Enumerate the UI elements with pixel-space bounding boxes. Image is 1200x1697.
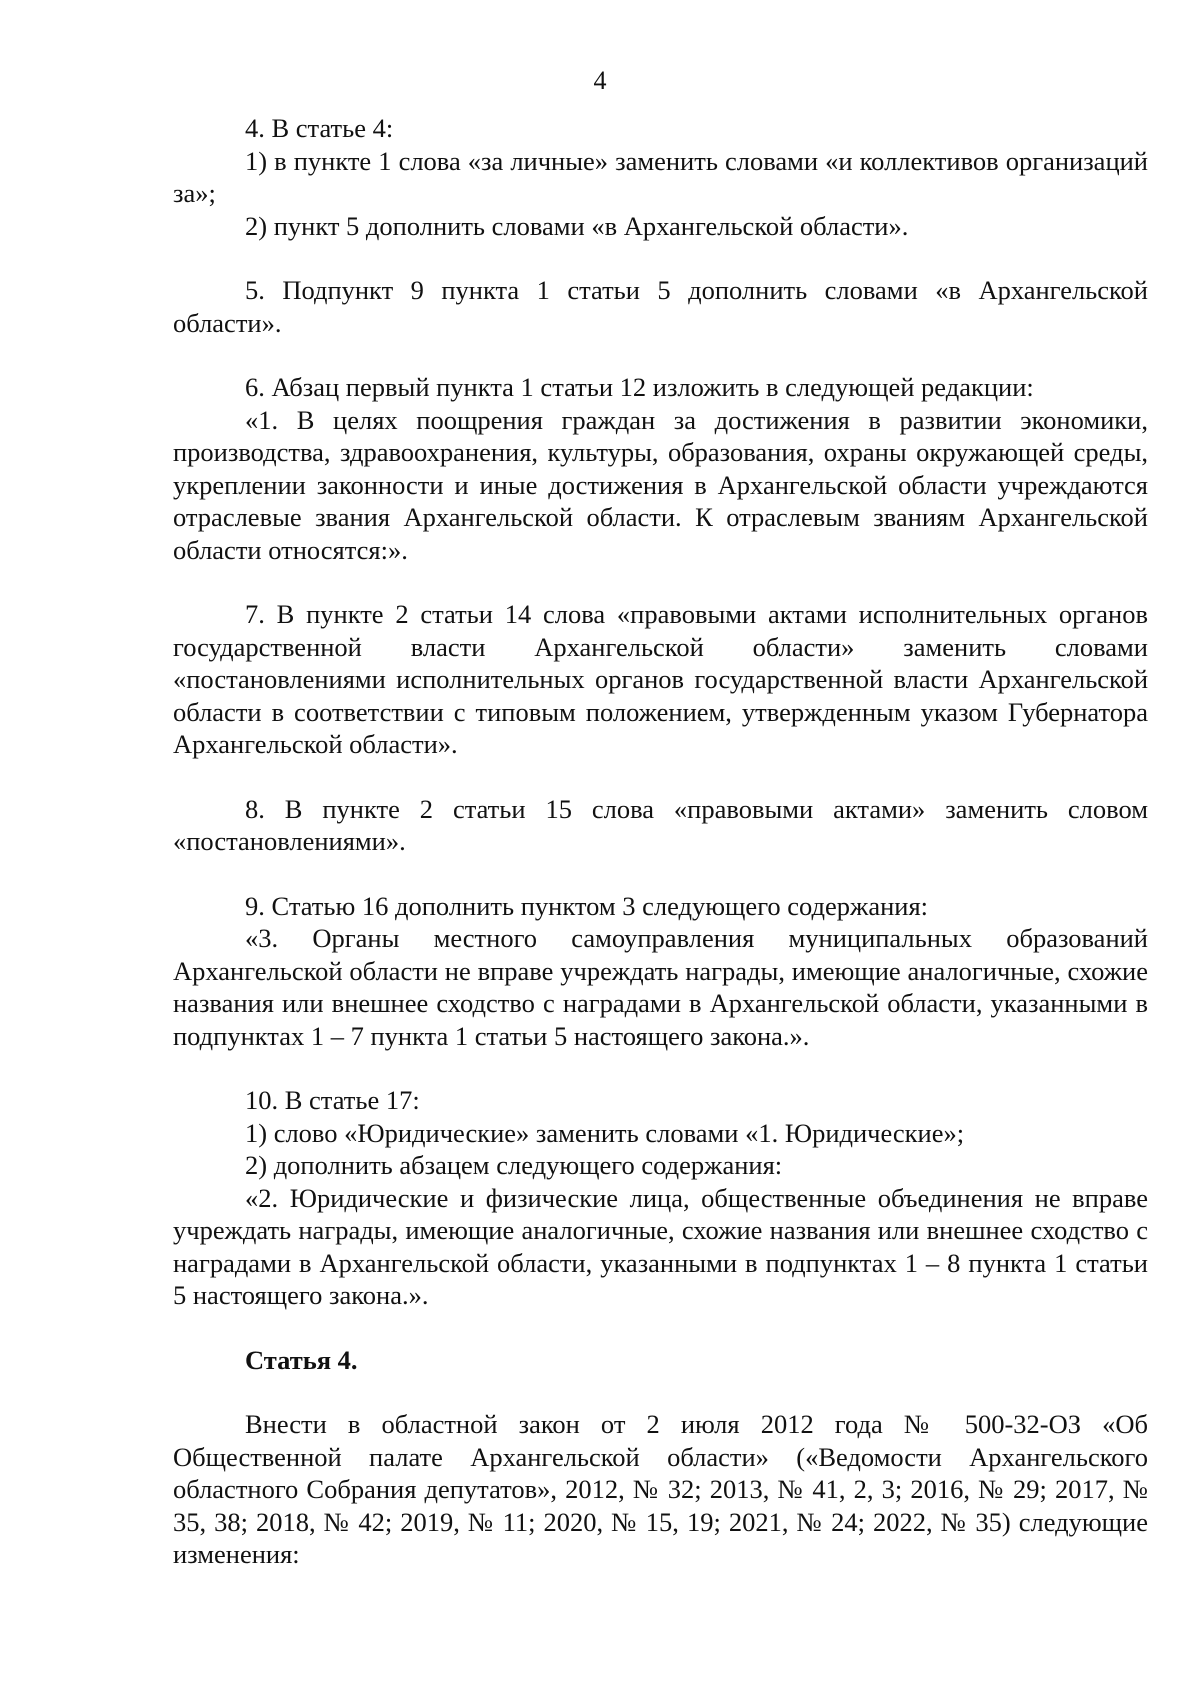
paragraph-item-6: 6. Абзац первый пункта 1 статьи 12 изложить в следующей редакции: bbox=[245, 372, 1034, 402]
page-number: 4 bbox=[593, 66, 607, 95]
paragraph-item-7: 7. В пункте 2 статьи 14 слова «правовыми актами исполнительных органов государственной власти Архангельской области» заменить словами «постановлениями исполнительных органов государственной власти Архангельской области в соответствии с типовым положением, утвержденным указом Губернатора Архангельской области». bbox=[173, 599, 1148, 759]
paragraph-subitem-10-1: 1) слово «Юридические» заменить словами «1. Юридические»; bbox=[245, 1117, 965, 1148]
article-title: Статья 4. bbox=[245, 1344, 358, 1375]
paragraph-subitem-2: 2) пункт 5 дополнить словами «в Архангельской области». bbox=[245, 210, 909, 241]
paragraph-item-5: 5. Подпункт 9 пункта 1 статьи 5 дополнить словами «в Архангельской области». bbox=[173, 275, 1148, 338]
paragraph-quote-16: «3. Органы местного самоуправления муниципальных образований Архангельской области не вправе учреждать награды, имеющие аналогичные, схожие названия или внешнее сходство с наградами в Архангельской области, указанными в подпунктах 1 – 7 пункта 1 статьи 5 настоящего закона.». bbox=[173, 923, 1148, 1051]
paragraph-quote-12: «1. В целях поощрения граждан за достижения в развитии экономики, производства, здравоохранения, культуры, образования, охраны окружающей среды, укреплении законности и иные достижения в Архангельской области учреждаются отраслевые звания Архангельской области. К отраслевым званиям Архангельской области относятся:». bbox=[173, 404, 1148, 565]
paragraph-quote-17: «2. Юридические и физические лица, общественные объединения не вправе учреждать награды, имеющие аналогичные, схожие названия или внешнее сходство с наградами в Архангельской области, указанными в подпунктах 1 – 8 пункта 1 статьи 5 настоящего закона.». bbox=[173, 1182, 1148, 1310]
document-body bbox=[173, 112, 1148, 1571]
paragraph-item-9: 9. Статью 16 дополнить пунктом 3 следующего содержания: bbox=[245, 890, 929, 921]
paragraph-item-8: 8. В пункте 2 статьи 15 слова «правовыми актами» заменить словом «постановлениями». bbox=[173, 793, 1148, 856]
paragraph-item-10: 10. В статье 17: bbox=[245, 1085, 420, 1115]
paragraph-article-4-intro: Внести в областной закон от 2 июля 2012 года № 500-32-ОЗ «Об Общественной палате Архангельской области» («Ведомости Архангельского областного Собрания депутатов», 2012, № 32; 2013, № 41, 2, 3; 2016, № 29; 2017, № 35, 38; 2018, № 42; 2019, № 11; 2020, № 15, 19; 2021, № 24; 2022, № 35) следующие изменения: bbox=[173, 1409, 1148, 1569]
paragraph-subitem-10-2: 2) дополнить абзацем следующего содержания: bbox=[245, 1150, 783, 1180]
paragraph-subitem-1: 1) в пункте 1 слова «за личные» заменить словами «и коллективов организаций за»; bbox=[173, 145, 1148, 208]
paragraph-item-4: 4. В статье 4: bbox=[245, 113, 394, 143]
